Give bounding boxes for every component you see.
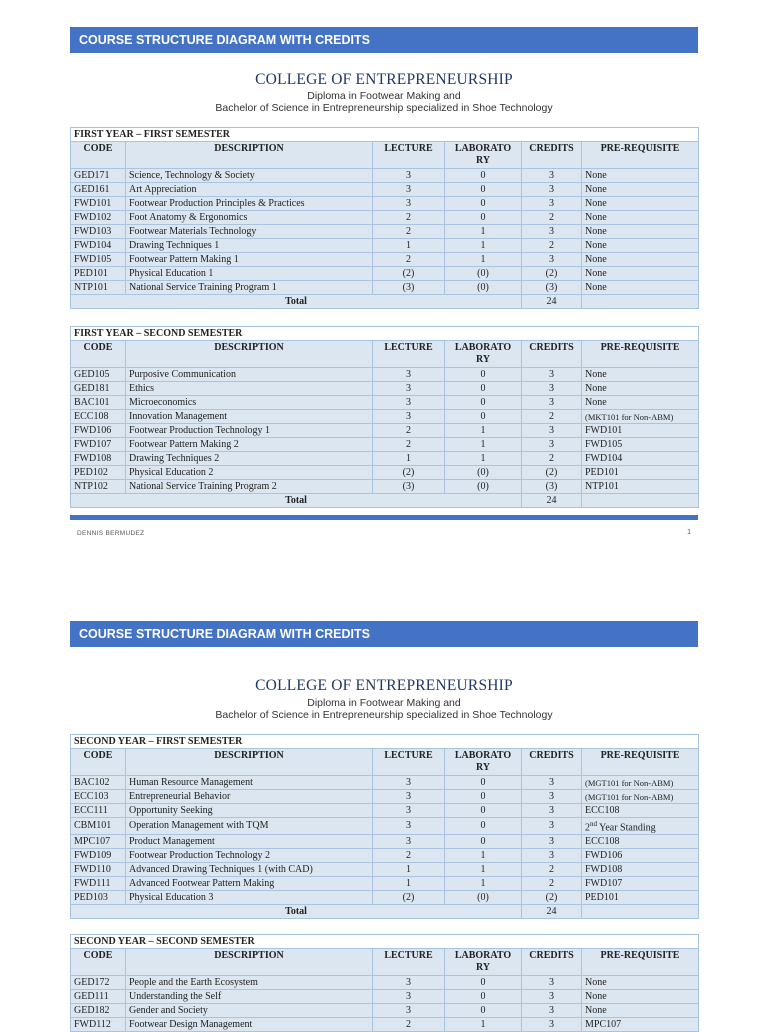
course-description: Footwear Pattern Making 1 (126, 253, 373, 267)
lecture-units: 3 (373, 197, 445, 211)
course-description: Ethics (126, 382, 373, 396)
course-description: Human Resource Management (126, 776, 373, 790)
course-code: GED172 (71, 976, 126, 990)
prerequisite: None (582, 253, 699, 267)
prerequisite: ECC108 (582, 835, 699, 849)
course-table (70, 934, 699, 1032)
table-row (71, 849, 699, 863)
lecture-units: 2 (373, 438, 445, 452)
prerequisite-header: PRE-REQUISITE (582, 749, 699, 776)
page-banner: COURSE STRUCTURE DIAGRAM WITH CREDITS (70, 621, 698, 647)
course-code: CBM101 (71, 818, 126, 835)
prerequisite: NTP101 (582, 480, 699, 494)
credit-units: (3) (522, 281, 582, 295)
laboratory-units: 1 (445, 424, 522, 438)
table-row (71, 183, 699, 197)
credit-units: 2 (522, 877, 582, 891)
credit-units: 2 (522, 239, 582, 253)
course-description: Art Appreciation (126, 183, 373, 197)
course-description: Drawing Techniques 1 (126, 239, 373, 253)
laboratory-header-line-1: LABORATO (454, 143, 512, 154)
course-code: GED161 (71, 183, 126, 197)
laboratory-units: 0 (445, 368, 522, 382)
description-header: DESCRIPTION (126, 142, 373, 169)
table-row (71, 877, 699, 891)
course-description: Innovation Management (126, 410, 373, 424)
prerequisite: None (582, 225, 699, 239)
course-code: PED103 (71, 891, 126, 905)
course-code: FWD109 (71, 849, 126, 863)
credit-units: 2 (522, 410, 582, 424)
table-row (71, 466, 699, 480)
header-row (71, 949, 699, 976)
laboratory-header-line-2: RY (475, 354, 491, 365)
course-code: GED182 (71, 1004, 126, 1018)
prerequisite: FWD107 (582, 877, 699, 891)
course-code: GED105 (71, 368, 126, 382)
code-header: CODE (71, 341, 126, 368)
lecture-units: 1 (373, 239, 445, 253)
prerequisite: None (582, 382, 699, 396)
course-description: Physical Education 2 (126, 466, 373, 480)
prerequisite: None (582, 183, 699, 197)
laboratory-header (445, 341, 522, 368)
header-row (71, 341, 699, 368)
lecture-units: 3 (373, 382, 445, 396)
prerequisite: None (582, 267, 699, 281)
college-title: COLLEGE OF ENTREPRENEURSHIP (255, 71, 513, 88)
course-description: Advanced Footwear Pattern Making (126, 877, 373, 891)
laboratory-units: 1 (445, 1018, 522, 1032)
lecture-units: 3 (373, 776, 445, 790)
prerequisite: (MGT101 for Non-ABM) (582, 776, 699, 790)
prerequisite: None (582, 990, 699, 1004)
credit-units: (2) (522, 267, 582, 281)
laboratory-header-line-2: RY (475, 762, 491, 773)
lecture-units: 3 (373, 818, 445, 835)
prerequisite: None (582, 368, 699, 382)
total-row (71, 905, 699, 919)
prerequisite: PED101 (582, 466, 699, 480)
lecture-units: 3 (373, 1004, 445, 1018)
prerequisite: None (582, 1004, 699, 1018)
lecture-units: 1 (373, 877, 445, 891)
prerequisite: None (582, 976, 699, 990)
credit-units: 3 (522, 382, 582, 396)
credit-units: 2 (522, 863, 582, 877)
laboratory-units: 0 (445, 990, 522, 1004)
table-row (71, 863, 699, 877)
course-code: NTP102 (71, 480, 126, 494)
laboratory-units: 0 (445, 410, 522, 424)
total-row (71, 295, 699, 309)
table-row (71, 452, 699, 466)
lecture-units: 3 (373, 396, 445, 410)
total-label: Total (71, 905, 522, 919)
credit-units: 3 (522, 396, 582, 410)
table-row (71, 776, 699, 790)
laboratory-units: 0 (445, 396, 522, 410)
credit-units: 3 (522, 849, 582, 863)
course-code: MPC107 (71, 835, 126, 849)
credit-units: (2) (522, 891, 582, 905)
course-description: Microeconomics (126, 396, 373, 410)
laboratory-units: 0 (445, 835, 522, 849)
laboratory-units: 1 (445, 225, 522, 239)
prerequisite: None (582, 396, 699, 410)
program-line-2: Bachelor of Science in Entrepreneurship specialized in Shoe Technology (215, 102, 553, 114)
table-row (71, 804, 699, 818)
program-line-1: Diploma in Footwear Making and (307, 697, 461, 709)
table-row (71, 990, 699, 1004)
description-header: DESCRIPTION (126, 341, 373, 368)
credit-units: (3) (522, 480, 582, 494)
program-line-1: Diploma in Footwear Making and (307, 90, 461, 102)
prerequisite: None (582, 169, 699, 183)
lecture-units: 1 (373, 452, 445, 466)
credit-units: 3 (522, 253, 582, 267)
semester-caption: FIRST YEAR – SECOND SEMESTER (71, 327, 699, 341)
course-description: Entrepreneurial Behavior (126, 790, 373, 804)
course-description: Footwear Materials Technology (126, 225, 373, 239)
table-row (71, 976, 699, 990)
lecture-header: LECTURE (373, 341, 445, 368)
course-code: GED181 (71, 382, 126, 396)
credit-units: 3 (522, 183, 582, 197)
credit-units: 3 (522, 368, 582, 382)
laboratory-units: 0 (445, 976, 522, 990)
credit-units: 3 (522, 169, 582, 183)
table-row (71, 211, 699, 225)
course-table (70, 326, 699, 508)
table-row (71, 169, 699, 183)
semester-caption: SECOND YEAR – SECOND SEMESTER (71, 935, 699, 949)
course-code: FWD106 (71, 424, 126, 438)
credit-units: 3 (522, 835, 582, 849)
lecture-header: LECTURE (373, 949, 445, 976)
description-header: DESCRIPTION (126, 949, 373, 976)
lecture-units: 3 (373, 790, 445, 804)
prerequisite: None (582, 197, 699, 211)
credit-units: 2 (522, 211, 582, 225)
laboratory-units: 0 (445, 1004, 522, 1018)
course-description: Physical Education 1 (126, 267, 373, 281)
total-credits: 24 (522, 905, 582, 919)
credit-units: 3 (522, 225, 582, 239)
laboratory-header-line-2: RY (475, 962, 491, 973)
course-code: ECC111 (71, 804, 126, 818)
table-row (71, 1004, 699, 1018)
course-code: ECC108 (71, 410, 126, 424)
laboratory-header (445, 749, 522, 776)
prerequisite: ECC108 (582, 804, 699, 818)
code-header: CODE (71, 949, 126, 976)
lecture-units: 3 (373, 990, 445, 1004)
prerequisite-header: PRE-REQUISITE (582, 949, 699, 976)
credit-units: 3 (522, 990, 582, 1004)
college-title: COLLEGE OF ENTREPRENEURSHIP (255, 677, 513, 694)
credit-units: 3 (522, 197, 582, 211)
laboratory-units: 0 (445, 790, 522, 804)
prerequisite: None (582, 281, 699, 295)
prerequisite: (MKT101 for Non-ABM) (582, 410, 699, 424)
course-description: Drawing Techniques 2 (126, 452, 373, 466)
course-description: Advanced Drawing Techniques 1 (with CAD) (126, 863, 373, 877)
course-description: Purposive Communication (126, 368, 373, 382)
laboratory-header-line-1: LABORATO (454, 750, 512, 761)
table-row (71, 410, 699, 424)
course-description: Physical Education 3 (126, 891, 373, 905)
laboratory-units: (0) (445, 281, 522, 295)
credit-units: 3 (522, 804, 582, 818)
course-description: Footwear Production Principles & Practices (126, 197, 373, 211)
course-description: Foot Anatomy & Ergonomics (126, 211, 373, 225)
laboratory-units: 1 (445, 239, 522, 253)
prerequisite: FWD104 (582, 452, 699, 466)
laboratory-header-line-2: RY (475, 155, 491, 166)
laboratory-units: 0 (445, 211, 522, 225)
page-banner: COURSE STRUCTURE DIAGRAM WITH CREDITS (70, 27, 698, 53)
code-header: CODE (71, 142, 126, 169)
course-code: FWD103 (71, 225, 126, 239)
course-table (70, 127, 699, 309)
laboratory-units: 0 (445, 197, 522, 211)
lecture-units: (2) (373, 466, 445, 480)
lecture-units: (2) (373, 267, 445, 281)
laboratory-units: 0 (445, 776, 522, 790)
credit-units: 3 (522, 1004, 582, 1018)
course-code: PED101 (71, 267, 126, 281)
total-label: Total (71, 295, 522, 309)
course-description: Opportunity Seeking (126, 804, 373, 818)
course-code: FWD111 (71, 877, 126, 891)
prerequisite: FWD101 (582, 424, 699, 438)
total-row (71, 494, 699, 508)
laboratory-units: (0) (445, 267, 522, 281)
table-row (71, 239, 699, 253)
semester-caption: FIRST YEAR – FIRST SEMESTER (71, 128, 699, 142)
table-row (71, 281, 699, 295)
prerequisite: (MGT101 for Non-ABM) (582, 790, 699, 804)
course-code: BAC102 (71, 776, 126, 790)
laboratory-units: 0 (445, 169, 522, 183)
table-row (71, 253, 699, 267)
course-code: FWD101 (71, 197, 126, 211)
lecture-units: 2 (373, 424, 445, 438)
table-row (71, 424, 699, 438)
course-code: FWD108 (71, 452, 126, 466)
laboratory-header (445, 142, 522, 169)
code-header: CODE (71, 749, 126, 776)
course-code: ECC103 (71, 790, 126, 804)
laboratory-units: (0) (445, 891, 522, 905)
credit-units: 3 (522, 818, 582, 835)
total-credits: 24 (522, 295, 582, 309)
table-row (71, 225, 699, 239)
laboratory-units: 1 (445, 452, 522, 466)
semester-caption: SECOND YEAR – FIRST SEMESTER (71, 735, 699, 749)
course-code: FWD102 (71, 211, 126, 225)
header-row (71, 142, 699, 169)
laboratory-units: 1 (445, 253, 522, 267)
total-empty (582, 295, 699, 309)
course-code: FWD105 (71, 253, 126, 267)
prerequisite: PED101 (582, 891, 699, 905)
course-code: FWD107 (71, 438, 126, 452)
lecture-units: 3 (373, 183, 445, 197)
course-code: GED111 (71, 990, 126, 1004)
total-label: Total (71, 494, 522, 508)
total-empty (582, 905, 699, 919)
credits-header: CREDITS (522, 142, 582, 169)
laboratory-units: 0 (445, 804, 522, 818)
lecture-units: (2) (373, 891, 445, 905)
footer-author: DENNIS BERMUDEZ (77, 530, 145, 537)
laboratory-units: (0) (445, 466, 522, 480)
lecture-header: LECTURE (373, 749, 445, 776)
credits-header: CREDITS (522, 949, 582, 976)
table-row (71, 438, 699, 452)
lecture-units: 1 (373, 863, 445, 877)
laboratory-units: 0 (445, 183, 522, 197)
total-empty (582, 494, 699, 508)
lecture-header: LECTURE (373, 142, 445, 169)
lecture-units: 2 (373, 1018, 445, 1032)
course-code: NTP101 (71, 281, 126, 295)
table-row (71, 480, 699, 494)
laboratory-units: (0) (445, 480, 522, 494)
course-code: PED102 (71, 466, 126, 480)
prerequisite: FWD106 (582, 849, 699, 863)
course-description: Operation Management with TQM (126, 818, 373, 835)
course-description: Understanding the Self (126, 990, 373, 1004)
lecture-units: 3 (373, 804, 445, 818)
lecture-units: (3) (373, 281, 445, 295)
prerequisite: FWD105 (582, 438, 699, 452)
credit-units: 3 (522, 976, 582, 990)
course-description: Footwear Production Technology 2 (126, 849, 373, 863)
description-header: DESCRIPTION (126, 749, 373, 776)
credits-header: CREDITS (522, 341, 582, 368)
lecture-units: (3) (373, 480, 445, 494)
prerequisite-header: PRE-REQUISITE (582, 142, 699, 169)
lecture-units: 2 (373, 211, 445, 225)
table-row (71, 790, 699, 804)
credits-header: CREDITS (522, 749, 582, 776)
footer-bar (70, 515, 698, 520)
lecture-units: 3 (373, 169, 445, 183)
footer-page-number: 1 (687, 529, 691, 536)
course-description: People and the Earth Ecosystem (126, 976, 373, 990)
lecture-units: 3 (373, 368, 445, 382)
laboratory-units: 0 (445, 818, 522, 835)
lecture-units: 2 (373, 225, 445, 239)
laboratory-units: 1 (445, 877, 522, 891)
course-description: Footwear Design Management (126, 1018, 373, 1032)
table-row (71, 891, 699, 905)
prerequisite: MPC107 (582, 1018, 699, 1032)
prerequisite-header: PRE-REQUISITE (582, 341, 699, 368)
course-code: FWD110 (71, 863, 126, 877)
course-code: FWD112 (71, 1018, 126, 1032)
prerequisite: FWD108 (582, 863, 699, 877)
laboratory-header-line-1: LABORATO (454, 950, 512, 961)
course-description: National Service Training Program 1 (126, 281, 373, 295)
prerequisite: None (582, 211, 699, 225)
credit-units: (2) (522, 466, 582, 480)
laboratory-units: 1 (445, 438, 522, 452)
laboratory-header-line-1: LABORATO (454, 342, 512, 353)
course-description: Footwear Pattern Making 2 (126, 438, 373, 452)
credit-units: 3 (522, 790, 582, 804)
course-description: Product Management (126, 835, 373, 849)
table-row (71, 267, 699, 281)
laboratory-header (445, 949, 522, 976)
header-row (71, 749, 699, 776)
table-row (71, 835, 699, 849)
credit-units: 3 (522, 424, 582, 438)
lecture-units: 2 (373, 849, 445, 863)
course-code: BAC101 (71, 396, 126, 410)
course-description: Science, Technology & Society (126, 169, 373, 183)
table-row (71, 396, 699, 410)
total-credits: 24 (522, 494, 582, 508)
lecture-units: 3 (373, 410, 445, 424)
credit-units: 3 (522, 776, 582, 790)
course-code: GED171 (71, 169, 126, 183)
table-row (71, 368, 699, 382)
course-code: FWD104 (71, 239, 126, 253)
prerequisite: None (582, 239, 699, 253)
table-row (71, 818, 699, 835)
table-row (71, 382, 699, 396)
table-row (71, 1018, 699, 1032)
course-description: National Service Training Program 2 (126, 480, 373, 494)
course-table (70, 734, 699, 919)
credit-units: 3 (522, 438, 582, 452)
table-row (71, 197, 699, 211)
lecture-units: 3 (373, 835, 445, 849)
prerequisite: 2nd Year Standing (582, 818, 699, 835)
laboratory-units: 1 (445, 849, 522, 863)
course-description: Gender and Society (126, 1004, 373, 1018)
laboratory-units: 1 (445, 863, 522, 877)
course-description: Footwear Production Technology 1 (126, 424, 373, 438)
program-line-2: Bachelor of Science in Entrepreneurship specialized in Shoe Technology (215, 709, 553, 721)
laboratory-units: 0 (445, 382, 522, 396)
credit-units: 2 (522, 452, 582, 466)
lecture-units: 3 (373, 976, 445, 990)
lecture-units: 2 (373, 253, 445, 267)
credit-units: 3 (522, 1018, 582, 1032)
